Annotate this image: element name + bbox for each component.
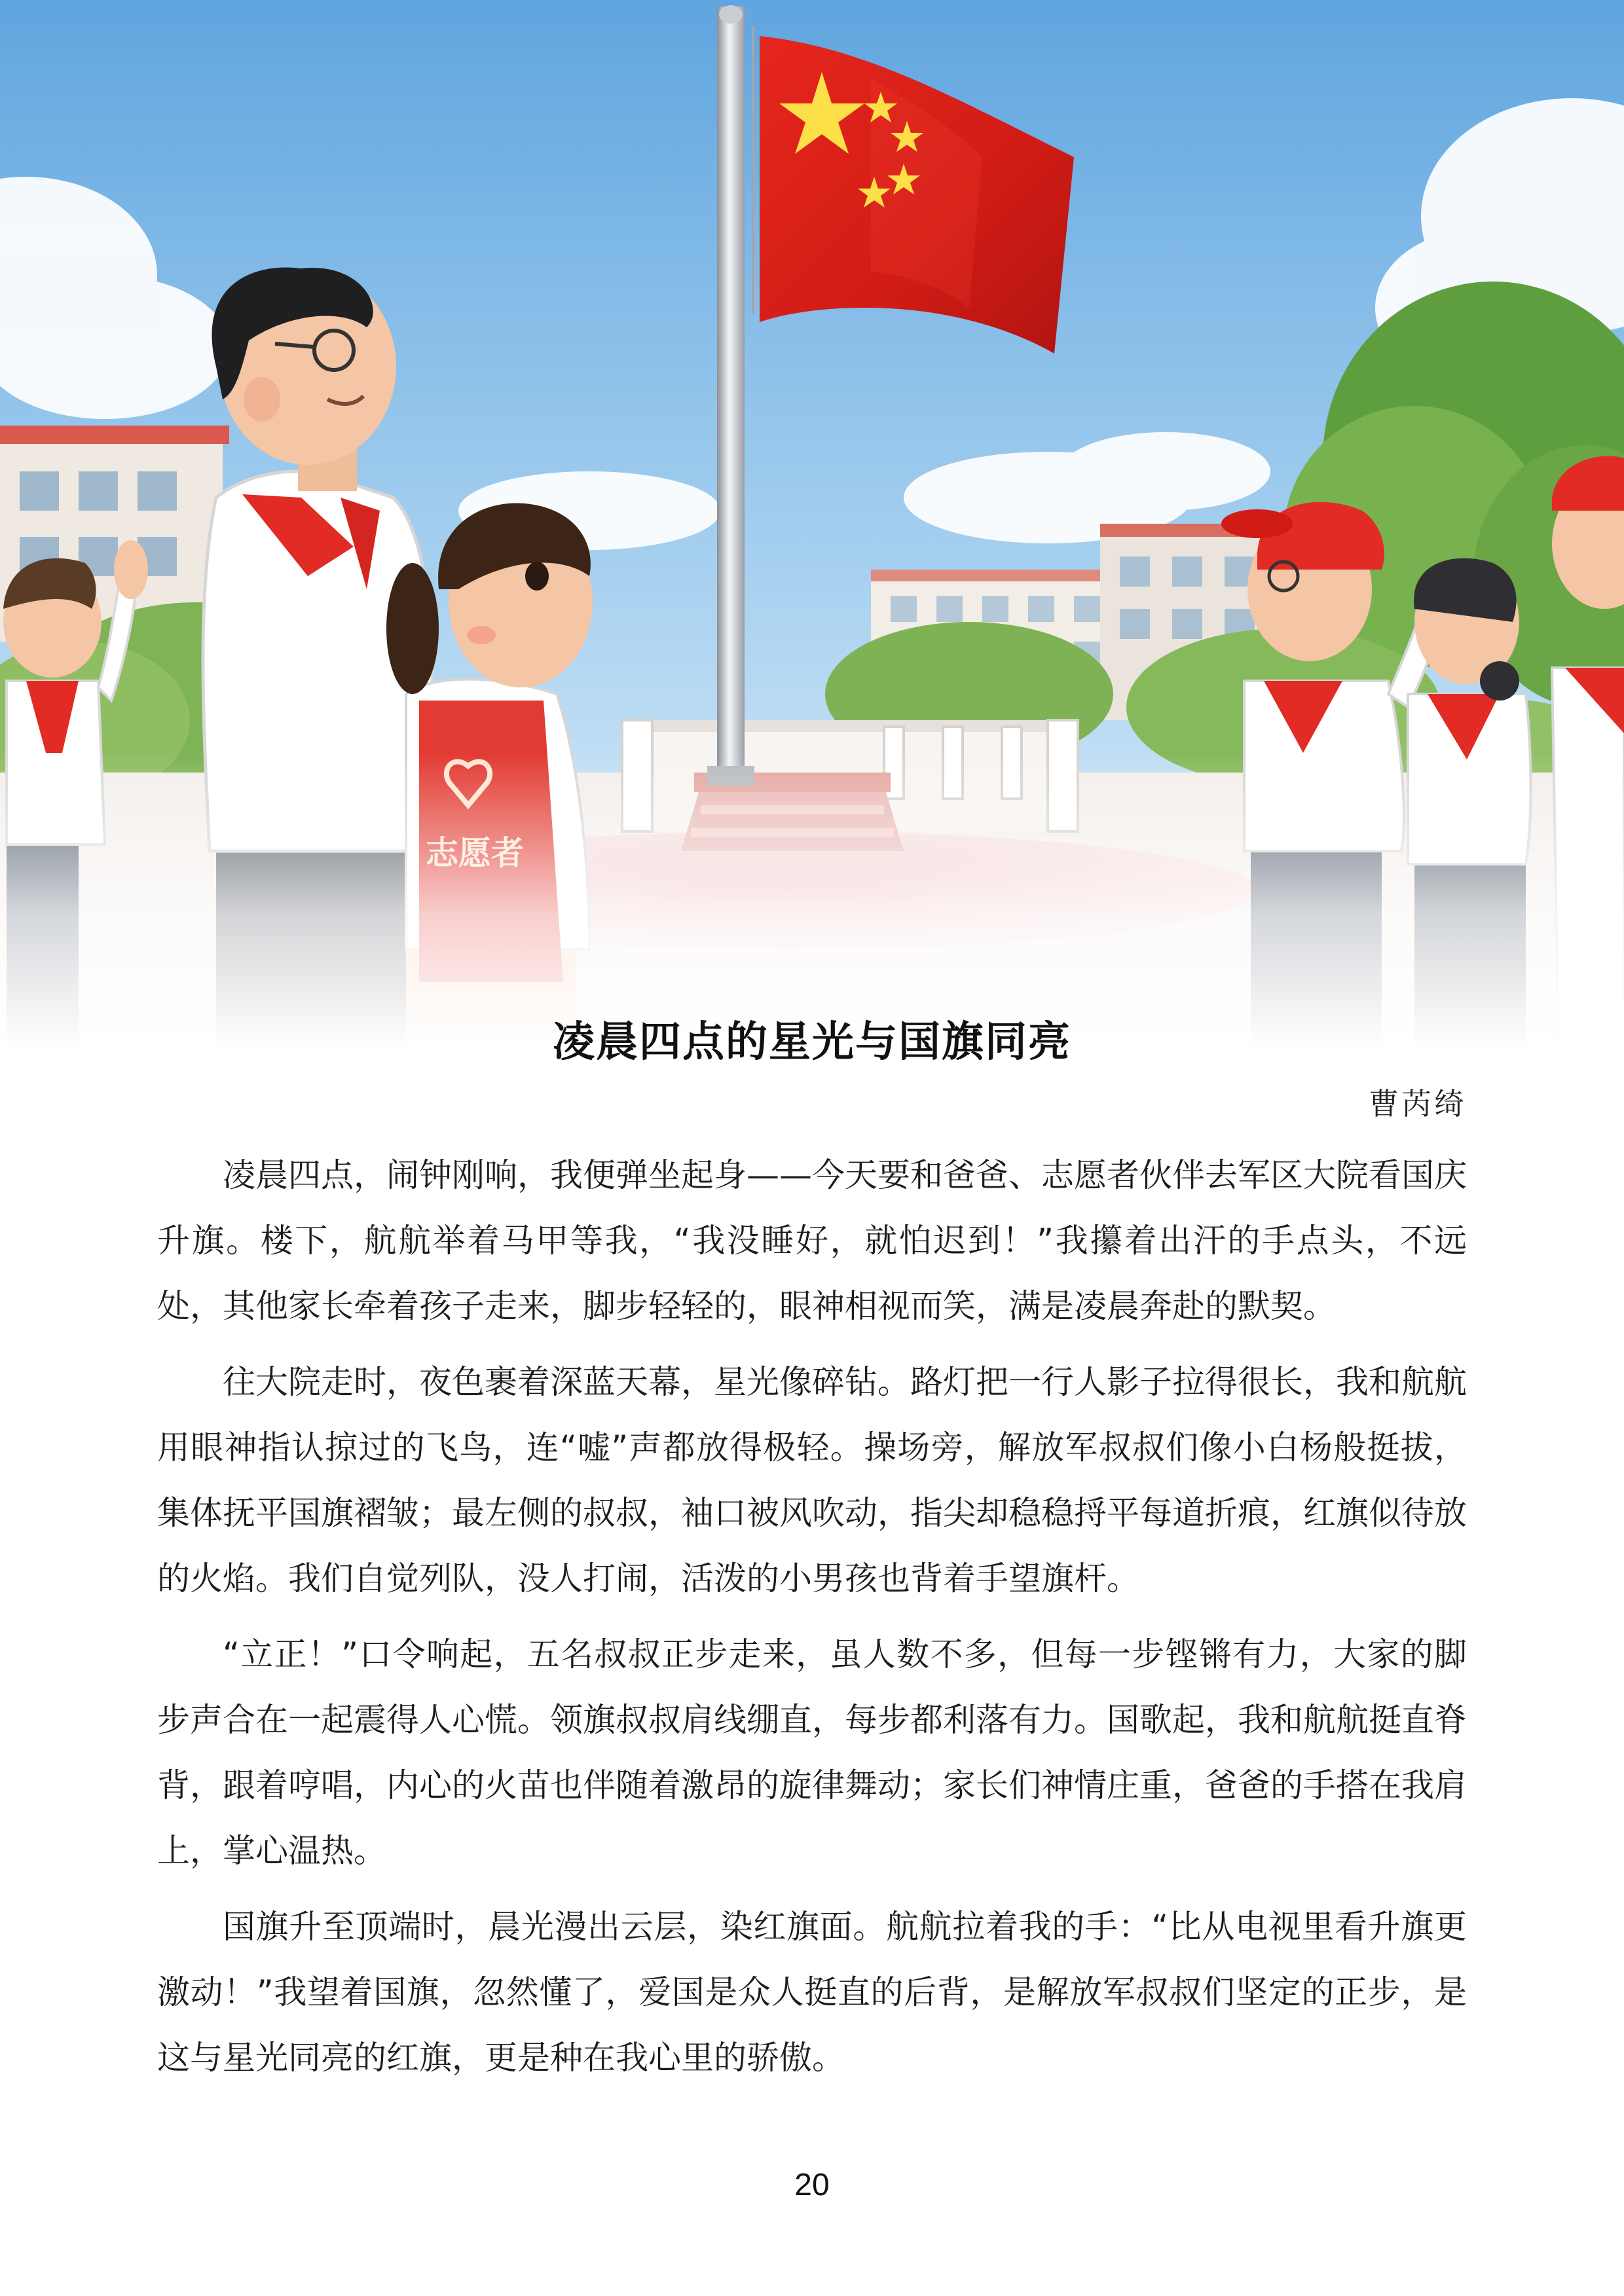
page-number: 20 — [794, 2168, 830, 2202]
paragraph: 凌晨四点，闹钟刚响，我便弹坐起身——今天要和爸爸、志愿者伙伴去军区大院看国庆升旗。楼下，航航举着马甲等我，“我没睡好，就怕迟到！”我攥着出汗的手点头，不远处，其他家长牵着孩子走来，脚步轻轻的，眼神相视而笑，满是凌晨奔赴的默契。 — [157, 1156, 1467, 1325]
paragraph: 国旗升至顶端时，晨光漫出云层，染红旗面。航航拉着我的手：“比从电视里看升旗更激动！”我望着国旗，忽然懂了，爱国是众人挺直的后背，是解放军叔叔们坚定的正步，是这与星光同亮的红旗，更是种在我心里的骄傲。 — [157, 1908, 1467, 2077]
article-title: 凌晨四点的星光与国旗同亮 — [553, 1018, 1071, 1066]
paragraph: 往大院走时，夜色裹着深蓝天幕，星光像碎钻。路灯把一行人影子拉得很长，我和航航用眼神指认掠过的飞鸟，连“嘘”声都放得极轻。操场旁，解放军叔叔们像小白杨般挺拔，集体抚平国旗褶皱；最左侧的叔叔，袖口被风吹动，指尖却稳稳捋平每道折痕，红旗似待放的火焰。我们自觉列队，没人打闹，活泼的小男孩也背着手望旗杆。 — [157, 1363, 1467, 1597]
article-body — [157, 1142, 1467, 2101]
article-author: 曹芮绮 — [1369, 1086, 1467, 1121]
flag-raising-illustration — [0, 0, 1624, 1048]
paragraph: “立正！”口令响起，五名叔叔正步走来，虽人数不多，但每一步铿锵有力，大家的脚步声合在一起震得人心慌。领旗叔叔肩线绷直，每步都利落有力。国歌起，我和航航挺直脊背，跟着哼唱，内心的火苗也伴随着激昂的旋律舞动；家长们神情庄重，爸爸的手搭在我肩上，掌心温热。 — [157, 1635, 1467, 1870]
